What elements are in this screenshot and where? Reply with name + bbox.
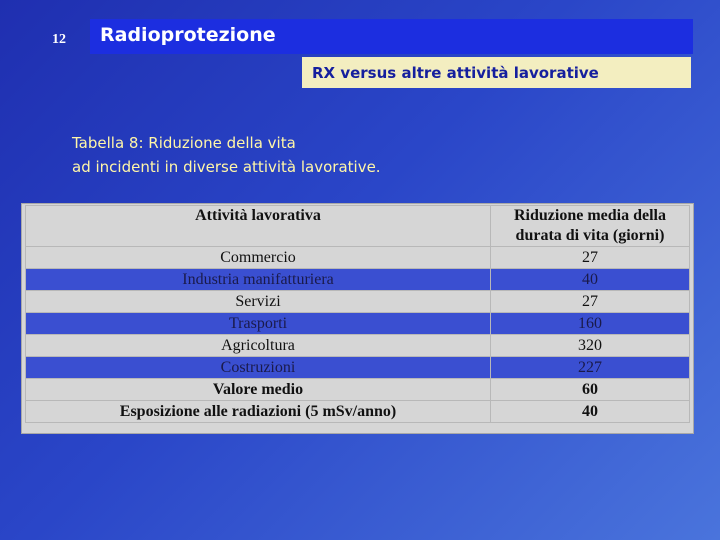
header-reduction: Riduzione media della durata di vita (giorni)	[491, 206, 690, 247]
table-row	[26, 313, 690, 335]
cell-activity: Agricoltura	[26, 335, 491, 357]
table-header-row	[26, 206, 690, 247]
table-row	[26, 335, 690, 357]
slide-subtitle: RX versus altre attività lavorative	[312, 64, 599, 82]
caption-line-1: Tabella 8: Riduzione della vita	[72, 134, 296, 152]
cell-value: 227	[491, 357, 690, 379]
table-row	[26, 291, 690, 313]
table-row	[26, 357, 690, 379]
cell-activity: Trasporti	[26, 313, 491, 335]
cell-value: 320	[491, 335, 690, 357]
table-row	[26, 379, 690, 401]
table-row	[26, 247, 690, 269]
table-caption	[72, 131, 672, 179]
cell-activity: Industria manifatturiera	[26, 269, 491, 291]
header-activity: Attività lavorativa	[26, 206, 491, 247]
cell-activity: Servizi	[26, 291, 491, 313]
cell-value: 40	[491, 269, 690, 291]
caption-line-2: ad incidenti in diverse attività lavorative.	[72, 158, 381, 176]
cell-value: 27	[491, 291, 690, 313]
cell-activity: Commercio	[26, 247, 491, 269]
title-bar	[90, 19, 693, 54]
cell-activity: Valore medio	[26, 379, 491, 401]
slide-title: Radioprotezione	[100, 24, 276, 46]
slide-number: 12	[52, 32, 66, 47]
cell-value: 160	[491, 313, 690, 335]
cell-value: 40	[491, 401, 690, 423]
data-table	[25, 205, 690, 423]
cell-value: 60	[491, 379, 690, 401]
table-row	[26, 269, 690, 291]
subtitle-box	[302, 57, 691, 88]
table-row	[26, 401, 690, 423]
cell-value: 27	[491, 247, 690, 269]
table-body	[26, 247, 690, 423]
data-table-frame	[21, 203, 694, 434]
cell-activity: Esposizione alle radiazioni (5 mSv/anno)	[26, 401, 491, 423]
cell-activity: Costruzioni	[26, 357, 491, 379]
